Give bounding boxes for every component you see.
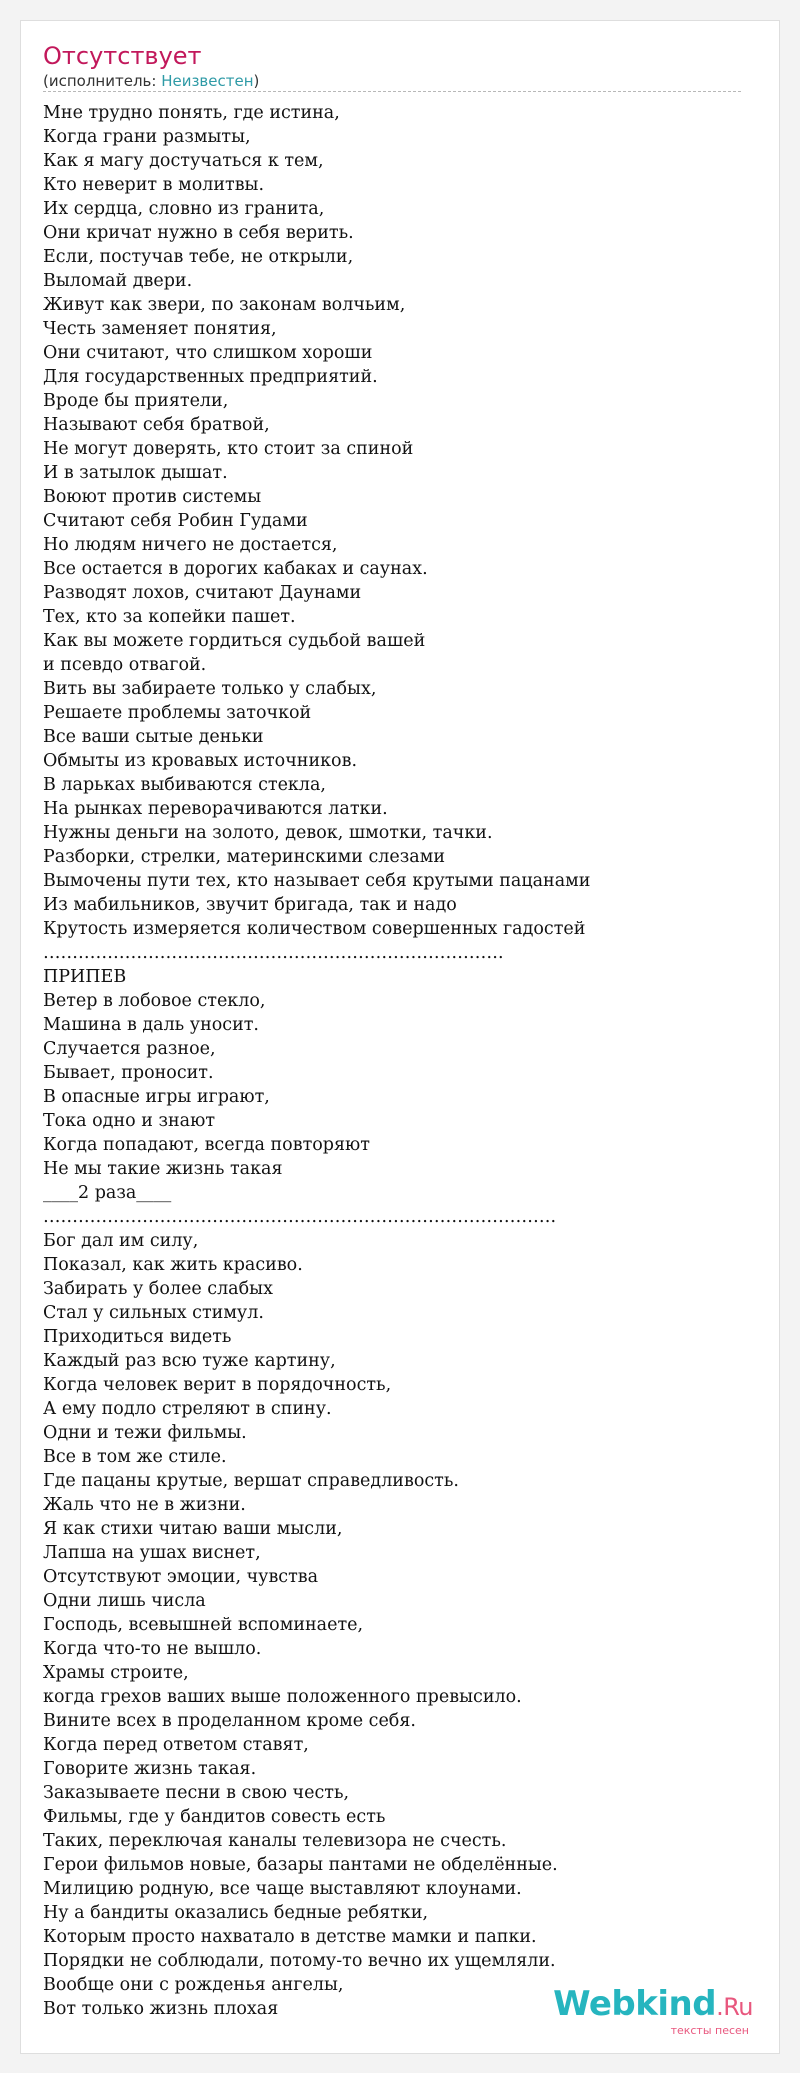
header-divider: [43, 91, 741, 92]
lyric-line: Разводят лохов, считают Даунами: [43, 583, 362, 603]
lyric-line: Забирать у более слабых: [43, 1279, 273, 1299]
artist-line: [43, 71, 259, 91]
lyric-line: Вроде бы приятели,: [43, 391, 229, 411]
lyric-line: Когда грани размыты,: [43, 127, 251, 147]
lyric-line: Лапша на ушах виснет,: [43, 1543, 261, 1563]
lyric-line: Все в том же стиле.: [43, 1447, 227, 1467]
lyrics-text: [43, 101, 753, 2021]
lyric-line: На рынках переворачиваются латки.: [43, 799, 388, 819]
lyric-line: ____2 раза____: [43, 1183, 172, 1203]
site-logo[interactable]: [553, 1986, 753, 2037]
lyric-line: Кто неверит в молитвы.: [43, 175, 265, 195]
lyric-line: Когда что-то не вышло.: [43, 1639, 262, 1659]
artist-link[interactable]: Неизвестен: [161, 72, 254, 90]
lyric-line: Храмы строите,: [43, 1663, 189, 1683]
lyric-line: Случается разное,: [43, 1039, 216, 1059]
lyric-line: Отсутствуют эмоции, чувства: [43, 1567, 319, 1587]
lyric-line: Герои фильмов новые, базары пантами не обделённые.: [43, 1855, 558, 1875]
lyric-line: Обмыты из кровавых источников.: [43, 751, 358, 771]
lyric-line: Решаете проблемы заточкой: [43, 703, 312, 723]
lyric-line: Где пацаны крутые, вершат справедливость.: [43, 1471, 459, 1491]
lyric-line: Когда перед ответом ставят,: [43, 1735, 309, 1755]
lyric-line: И в затылок дышат.: [43, 463, 228, 483]
lyric-line: Из мабильников, звучит бригада, так и надо: [43, 895, 457, 915]
lyric-line: В ларьках выбиваются стекла,: [43, 775, 326, 795]
lyric-line: Бывает, проносит.: [43, 1063, 214, 1083]
lyric-line: Фильмы, где у бандитов совесть есть: [43, 1807, 386, 1827]
lyric-line: Нужны деньги на золото, девок, шмотки, тачки.: [43, 823, 493, 843]
lyric-line: Тех, кто за копейки пашет.: [43, 607, 296, 627]
lyric-line: Жаль что не в жизни.: [43, 1495, 246, 1515]
lyric-line: Если, постучав тебе, не открыли,: [43, 247, 354, 267]
lyric-line: Одни и тежи фильмы.: [43, 1423, 247, 1443]
lyric-line: Приходиться видеть: [43, 1327, 232, 1347]
lyric-line: Но людям ничего не достается,: [43, 535, 338, 555]
lyric-line: …………………………………………………………………….: [43, 943, 504, 963]
lyric-line: Стал у сильных стимул.: [43, 1303, 264, 1323]
lyric-line: Вымочены пути тех, кто называет себя крутыми пацанами: [43, 871, 591, 891]
lyric-line: Порядки не соблюдали, потому-то вечно их ущемляли.: [43, 1951, 556, 1971]
lyric-line: В опасные игры играют,: [43, 1087, 270, 1107]
lyric-line: Живут как звери, по законам волчьим,: [43, 295, 406, 315]
lyric-line: Показал, как жить красиво.: [43, 1255, 303, 1275]
lyric-line: Машина в даль уносит.: [43, 1015, 259, 1035]
lyric-line: Их сердца, словно из гранита,: [43, 199, 325, 219]
logo-tagline: тексты песен: [670, 2024, 749, 2037]
lyric-line: …………………………………………………………………………….: [43, 1207, 557, 1227]
lyric-line: Вить вы забираете только у слабых,: [43, 679, 377, 699]
lyric-line: Все остается в дорогих кабаках и саунах.: [43, 559, 428, 579]
lyric-line: Милицию родную, все чаще выставляют клоунами.: [43, 1879, 522, 1899]
lyric-line: А ему подло стреляют в спину.: [43, 1399, 332, 1419]
lyric-line: Одни лишь числа: [43, 1591, 206, 1611]
artist-suffix: ): [253, 72, 260, 90]
logo-brand: Webkind: [553, 1984, 717, 2024]
lyric-line: Мне трудно понять, где истина,: [43, 103, 340, 123]
lyrics-card: [20, 20, 780, 2054]
lyric-line: Говорите жизнь такая.: [43, 1759, 257, 1779]
lyric-line: Не могут доверять, кто стоит за спиной: [43, 439, 414, 459]
lyric-line: Считают себя Робин Гудами: [43, 511, 308, 531]
lyric-line: Не мы такие жизнь такая: [43, 1159, 283, 1179]
lyric-line: Для государственных предприятий.: [43, 367, 378, 387]
lyric-line: Когда попадают, всегда повторяют: [43, 1135, 370, 1155]
lyric-line: Все ваши сытые деньки: [43, 727, 264, 747]
lyric-line: Выломай двери.: [43, 271, 193, 291]
lyric-line: Господь, всевышней вспоминаете,: [43, 1615, 364, 1635]
lyric-line: Разборки, стрелки, материнскими слезами: [43, 847, 446, 867]
lyric-line: Заказываете песни в свою честь,: [43, 1783, 350, 1803]
lyric-line: Каждый раз всю туже картину,: [43, 1351, 336, 1371]
lyric-line: Тока одно и знают: [43, 1111, 216, 1131]
artist-prefix: (исполнитель:: [43, 72, 162, 90]
lyric-line: Которым просто нахватало в детстве мамки и папки.: [43, 1927, 537, 1947]
song-title: Отсутствует: [43, 42, 202, 70]
lyric-line: Честь заменяет понятия,: [43, 319, 277, 339]
lyric-line: Они кричат нужно в себя верить.: [43, 223, 354, 243]
lyric-line: когда грехов ваших выше положенного превысило.: [43, 1687, 522, 1707]
lyric-line: Я как стихи читаю ваши мысли,: [43, 1519, 343, 1539]
lyric-line: Ну а бандиты оказались бедные ребятки,: [43, 1903, 429, 1923]
lyric-line: Крутость измеряется количеством совершенных гадостей: [43, 919, 586, 939]
lyric-line: Когда человек верит в порядочность,: [43, 1375, 392, 1395]
logo-tld: .Ru: [716, 1993, 753, 2021]
lyric-line: Как я магу достучаться к тем,: [43, 151, 324, 171]
lyric-line: ПРИПЕВ: [43, 967, 127, 987]
lyric-line: Вините всех в проделанном кроме себя.: [43, 1711, 416, 1731]
logo-wordmark: [553, 1986, 753, 2025]
lyric-line: Они считают, что слишком хороши: [43, 343, 373, 363]
lyric-line: Таких, переключая каналы телевизора не счесть.: [43, 1831, 507, 1851]
lyric-line: Воюют против системы: [43, 487, 262, 507]
lyric-line: и псевдо отвагой.: [43, 655, 207, 675]
lyric-line: Называют себя братвой,: [43, 415, 270, 435]
lyric-line: Вообще они с рожденья ангелы,: [43, 1975, 344, 1995]
lyric-line: Ветер в лобовое стекло,: [43, 991, 266, 1011]
lyric-line: Вот только жизнь плохая: [43, 1999, 279, 2019]
lyric-line: Как вы можете гордиться судьбой вашей: [43, 631, 426, 651]
lyric-line: Бог дал им силу,: [43, 1231, 199, 1251]
